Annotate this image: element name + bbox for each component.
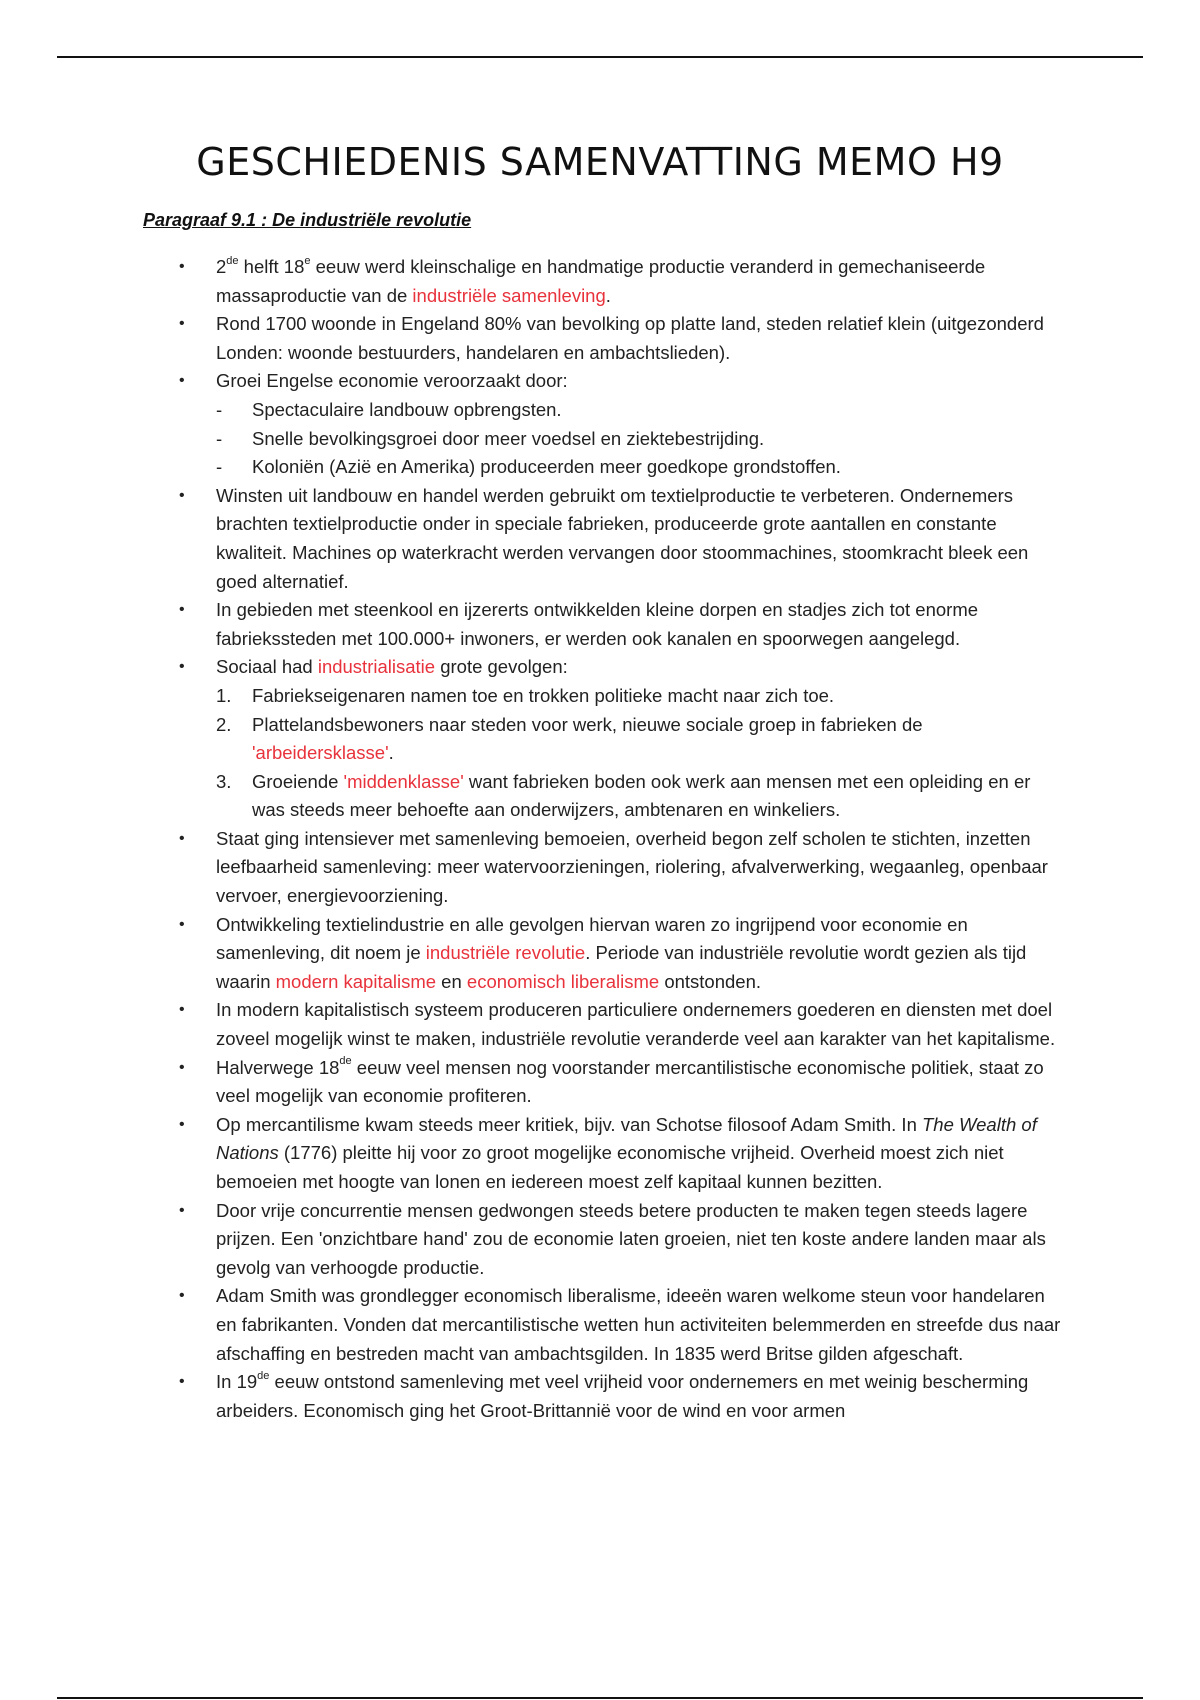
list-item: • Halverwege 18de eeuw veel mensen nog voorstander mercantilistische economische politiek, staat zo veel mogelijk van economie profiteren. (179, 1055, 1044, 1107)
header-rule (57, 56, 1143, 58)
sub-list (216, 396, 1063, 482)
dash-icon: - (216, 456, 223, 478)
bullet-icon: • (179, 486, 185, 504)
bullet-icon: • (179, 372, 185, 390)
bullet-icon: • (179, 1373, 185, 1391)
document-title: GESCHIEDENIS SAMENVATTING MEMO H9 (196, 140, 1004, 184)
bullet-icon: • (179, 1001, 185, 1019)
sub-list-item: - Snelle bevolkingsgroei door meer voedsel en ziektebestrijding. (216, 425, 1063, 454)
bullet-icon: • (179, 658, 185, 676)
bullet-icon: • (179, 1287, 185, 1305)
bullet-list (143, 253, 1063, 1425)
numbered-item: 1. Fabriekseigenaren namen toe en trokken politieke macht naar zich toe. (216, 684, 835, 706)
bullet-icon: • (179, 258, 185, 275)
highlight-term: economisch liberalisme (466, 970, 660, 992)
list-item: • Winsten uit landbouw en handel werden gebruikt om textielproductie te verbeteren. Ondernemers brachten textielproductie onder in speciale fabrieken, produceerde grote aantallen en constante kwaliteit. Machines op waterkracht werden vervangen door stoommachines, stoomkracht bleek een goed alternatief. (143, 482, 1063, 596)
list-item: • In 19de eeuw ontstond samenleving met veel vrijheid voor ondernemers en met weinig bescherming arbeiders. Economisch ging het Groot-Brittannië voor de wind en voor armen (179, 1370, 1029, 1421)
bullet-icon: • (179, 1201, 185, 1219)
list-item: • Sociaal had industrialisatie grote gevolgen: 1. Fabriekseigenaren namen toe en trokken politieke macht naar zich toe. 2. Plattelandsbewoners naar steden voor werk, nieuwe sociale groep in fabrieken de 'arbeidersklasse'. 3. Groeiende 'middenklasse' want fabrieken boden ook werk aan mensen met een opleiding en er was steeds meer behoefte aan onderwijzers, ambtenaren en winkeliers. (143, 653, 1063, 825)
numbered-item: 3. Groeiende 'middenklasse' want fabrieken boden ook werk aan mensen met een opleiding en er was steeds meer behoefte aan onderwijzers, ambtenaren en winkeliers. (216, 770, 1031, 821)
list-item: • Rond 1700 woonde in Engeland 80% van bevolking op platte land, steden relatief klein (uitgezonderd Londen: woonde bestuurders, handelaren en ambachtslieden). (143, 310, 1063, 367)
list-item: • Staat ging intensiever met samenleving bemoeien, overheid begon zelf scholen te stichten, inzetten leefbaarheid samenleving: meer watervoorzieningen, riolering, afvalverwerking, wegaanleg, openbaar vervoer, energievoorziening. (143, 825, 1063, 911)
dash-icon: - (216, 427, 223, 449)
numbered-list (216, 682, 1063, 825)
highlight-term: 'arbeidersklasse' (252, 742, 389, 764)
numbered-item: 2. Plattelandsbewoners naar steden voor werk, nieuwe sociale groep in fabrieken de 'arbeidersklasse'. (216, 713, 923, 764)
highlight-term: 'middenklasse' (343, 770, 464, 792)
sub-list-item: - Spectaculaire landbouw opbrengsten. (216, 396, 1063, 425)
bullet-icon: • (179, 601, 185, 619)
book-title: The Wealth of Nations (216, 1113, 1037, 1164)
highlight-term: industriële revolutie (425, 942, 586, 964)
list-item: • In gebieden met steenkool en ijzererts ontwikkelden kleine dorpen en stadjes zich tot enorme fabriekssteden met 100.000+ inwoners, er werden ook kanalen en spoorwegen aangelegd. (143, 596, 1063, 653)
bullet-icon: • (179, 829, 185, 847)
list-item: • Adam Smith was grondlegger economisch liberalisme, ideeën waren welkome steun voor handelaren en fabrikanten. Vonden dat mercantilistische wetten hun activiteiten belemmerden en streefde dus naar afschaffing en bestreden macht van ambachtsgilden. In 1835 werd Britse gilden afgeschaft. (143, 1282, 1063, 1368)
highlight-term: industriële samenleving (412, 284, 606, 306)
bullet-icon: • (179, 1058, 185, 1076)
section-heading: Paragraaf 9.1 : De industriële revolutie (143, 210, 472, 230)
list-item: • Ontwikkeling textielindustrie en alle gevolgen hiervan waren zo ingrijpend voor economie en samenleving, dit noem je industriële revolutie. Periode van industriële revolutie wordt gezien als tijd waarin modern kapitalisme en economisch liberalisme ontstonden. (143, 911, 1063, 997)
bullet-icon: • (179, 1115, 185, 1133)
list-item: • In modern kapitalistisch systeem produceren particuliere ondernemers goederen en diensten met doel zoveel mogelijk winst te maken, industriële revolutie veranderde veel aan karakter van het kapitalisme. (143, 996, 1063, 1053)
dash-icon: - (216, 398, 223, 420)
list-item: • Groei Engelse economie veroorzaakt door: - Spectaculaire landbouw opbrengsten. - Snelle bevolkingsgroei door meer voedsel en ziektebestrijding. - Koloniën (Azië en Amerika) produceerden meer goedkope grondstoffen. (143, 367, 1063, 481)
list-item: • Op mercantilisme kwam steeds meer kritiek, bijv. van Schotse filosoof Adam Smith. In The Wealth of Nations (1776) pleitte hij voor zo groot mogelijke economische vrijheid. Overheid moest zich niet bemoeien met hoogte van lonen en iedereen moest zelf kapitaal kunnen bezitten. (143, 1111, 1063, 1197)
bullet-icon: • (179, 315, 185, 333)
bullet-icon: • (179, 915, 185, 933)
list-item: • Door vrije concurrentie mensen gedwongen steeds betere producten te maken tegen steeds lagere prijzen. Een 'onzichtbare hand' zou de economie laten groeien, niet ten koste andere landen maar als gevolg van verhoogde productie. (143, 1197, 1063, 1283)
highlight-term: modern kapitalisme (275, 970, 437, 992)
list-item: • 2de helft 18e eeuw werd kleinschalige en handmatige productie veranderd in gemechaniseerde massaproductie van de industriële samenleving. (179, 254, 986, 306)
footer-rule (57, 1697, 1143, 1699)
sub-list-item: - Koloniën (Azië en Amerika) produceerden meer goedkope grondstoffen. (216, 453, 1063, 482)
highlight-term: industrialisatie (317, 656, 436, 678)
document-body (143, 253, 1063, 1425)
